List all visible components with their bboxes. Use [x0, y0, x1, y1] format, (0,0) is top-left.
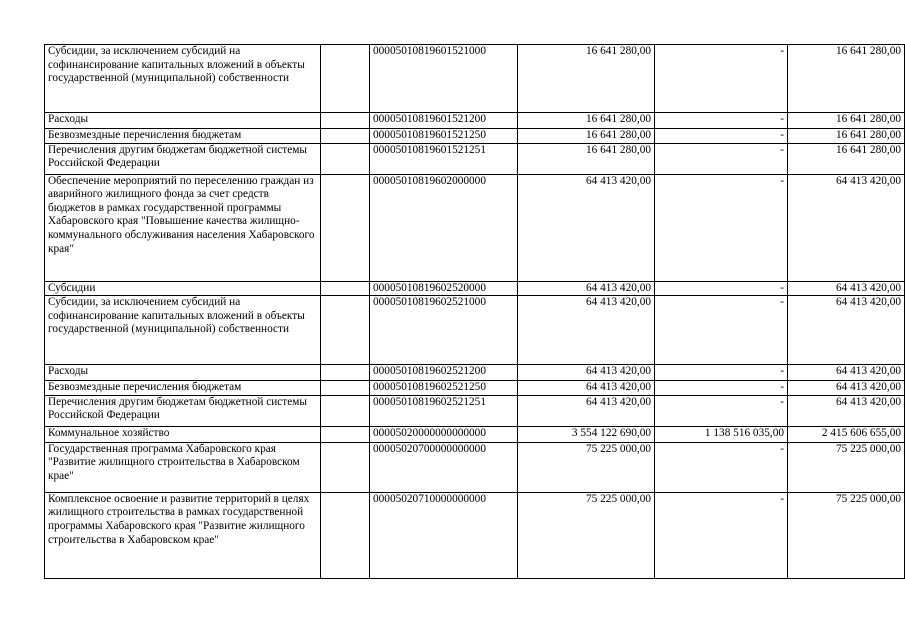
cell-code: 00005010819601521000	[370, 45, 518, 113]
cell-remaining: 75 225 000,00	[788, 492, 905, 578]
cell-name: Комплексное освоение и развитие территорий в целях жилищного строительства в рамках государственной программы Хабаровского края "Развитие жилищного строительства в Хабаровском крае"	[45, 492, 321, 578]
cell-name: Субсидии, за исключением субсидий на софинансирование капитальных вложений в объекты государственной (муниципальной) собственности	[45, 296, 321, 365]
cell-code: 00005010819602520000	[370, 281, 518, 296]
cell-remaining: 75 225 000,00	[788, 442, 905, 492]
cell-code: 00005010819602521200	[370, 365, 518, 381]
cell-blank	[321, 281, 370, 296]
cell-blank	[321, 296, 370, 365]
cell-approved: 64 413 420,00	[518, 381, 655, 396]
cell-approved: 16 641 280,00	[518, 129, 655, 144]
cell-remaining: 16 641 280,00	[788, 45, 905, 113]
cell-blank	[321, 426, 370, 442]
cell-blank	[321, 45, 370, 113]
cell-executed: -	[655, 113, 788, 129]
cell-approved: 64 413 420,00	[518, 281, 655, 296]
cell-blank	[321, 143, 370, 174]
table-row	[45, 426, 905, 442]
table-body	[45, 45, 905, 579]
table-row	[45, 129, 905, 144]
cell-name: Субсидии	[45, 281, 321, 296]
cell-blank	[321, 381, 370, 396]
cell-executed: -	[655, 381, 788, 396]
cell-name: Безвозмездные перечисления бюджетам	[45, 381, 321, 396]
cell-approved: 64 413 420,00	[518, 174, 655, 281]
cell-executed: -	[655, 296, 788, 365]
cell-approved: 64 413 420,00	[518, 395, 655, 426]
table-row	[45, 296, 905, 365]
cell-name: Обеспечение мероприятий по переселению граждан из аварийного жилищного фонда за счет средств бюджетов в рамках государственной программы Хабаровского края "Повышение качества жилищно-коммунального обслуживания населения Хабаровского края"	[45, 174, 321, 281]
cell-executed: -	[655, 395, 788, 426]
table-row	[45, 395, 905, 426]
cell-executed: -	[655, 143, 788, 174]
cell-approved: 75 225 000,00	[518, 442, 655, 492]
cell-name: Коммунальное хозяйство	[45, 426, 321, 442]
cell-executed: -	[655, 442, 788, 492]
cell-name: Расходы	[45, 365, 321, 381]
cell-remaining: 64 413 420,00	[788, 395, 905, 426]
table-row	[45, 381, 905, 396]
cell-blank	[321, 492, 370, 578]
cell-code: 00005010819602000000	[370, 174, 518, 281]
table-row	[45, 442, 905, 492]
cell-approved: 3 554 122 690,00	[518, 426, 655, 442]
cell-code: 00005010819602521250	[370, 381, 518, 396]
cell-approved: 16 641 280,00	[518, 45, 655, 113]
cell-name: Субсидии, за исключением субсидий на софинансирование капитальных вложений в объекты государственной (муниципальной) собственности	[45, 45, 321, 113]
cell-blank	[321, 129, 370, 144]
cell-approved: 16 641 280,00	[518, 143, 655, 174]
table-row	[45, 492, 905, 578]
cell-code: 00005010819602521000	[370, 296, 518, 365]
cell-blank	[321, 113, 370, 129]
cell-name: Перечисления другим бюджетам бюджетной системы Российской Федерации	[45, 395, 321, 426]
cell-name: Расходы	[45, 113, 321, 129]
cell-approved: 75 225 000,00	[518, 492, 655, 578]
cell-executed: -	[655, 365, 788, 381]
cell-code: 00005010819601521251	[370, 143, 518, 174]
cell-executed: -	[655, 129, 788, 144]
cell-code: 00005020710000000000	[370, 492, 518, 578]
cell-code: 00005010819601521250	[370, 129, 518, 144]
cell-remaining: 16 641 280,00	[788, 113, 905, 129]
cell-remaining: 2 415 606 655,00	[788, 426, 905, 442]
table-row	[45, 281, 905, 296]
table-row	[45, 365, 905, 381]
cell-remaining: 64 413 420,00	[788, 365, 905, 381]
cell-code: 00005020700000000000	[370, 442, 518, 492]
cell-blank	[321, 442, 370, 492]
cell-remaining: 16 641 280,00	[788, 129, 905, 144]
budget-execution-table	[44, 44, 905, 579]
cell-executed: -	[655, 492, 788, 578]
cell-code: 00005010819601521200	[370, 113, 518, 129]
cell-remaining: 16 641 280,00	[788, 143, 905, 174]
cell-remaining: 64 413 420,00	[788, 174, 905, 281]
cell-remaining: 64 413 420,00	[788, 381, 905, 396]
cell-executed: -	[655, 45, 788, 113]
cell-blank	[321, 174, 370, 281]
cell-code: 00005020000000000000	[370, 426, 518, 442]
cell-executed: -	[655, 174, 788, 281]
cell-executed: 1 138 516 035,00	[655, 426, 788, 442]
cell-blank	[321, 395, 370, 426]
table-row	[45, 143, 905, 174]
cell-approved: 64 413 420,00	[518, 365, 655, 381]
cell-approved: 64 413 420,00	[518, 296, 655, 365]
table-row	[45, 174, 905, 281]
cell-executed: -	[655, 281, 788, 296]
cell-remaining: 64 413 420,00	[788, 296, 905, 365]
cell-name: Перечисления другим бюджетам бюджетной системы Российской Федерации	[45, 143, 321, 174]
table-row	[45, 45, 905, 113]
cell-name: Государственная программа Хабаровского края "Развитие жилищного строительства в Хабаровском крае"	[45, 442, 321, 492]
cell-name: Безвозмездные перечисления бюджетам	[45, 129, 321, 144]
cell-code: 00005010819602521251	[370, 395, 518, 426]
cell-remaining: 64 413 420,00	[788, 281, 905, 296]
cell-approved: 16 641 280,00	[518, 113, 655, 129]
cell-blank	[321, 365, 370, 381]
table-row	[45, 113, 905, 129]
